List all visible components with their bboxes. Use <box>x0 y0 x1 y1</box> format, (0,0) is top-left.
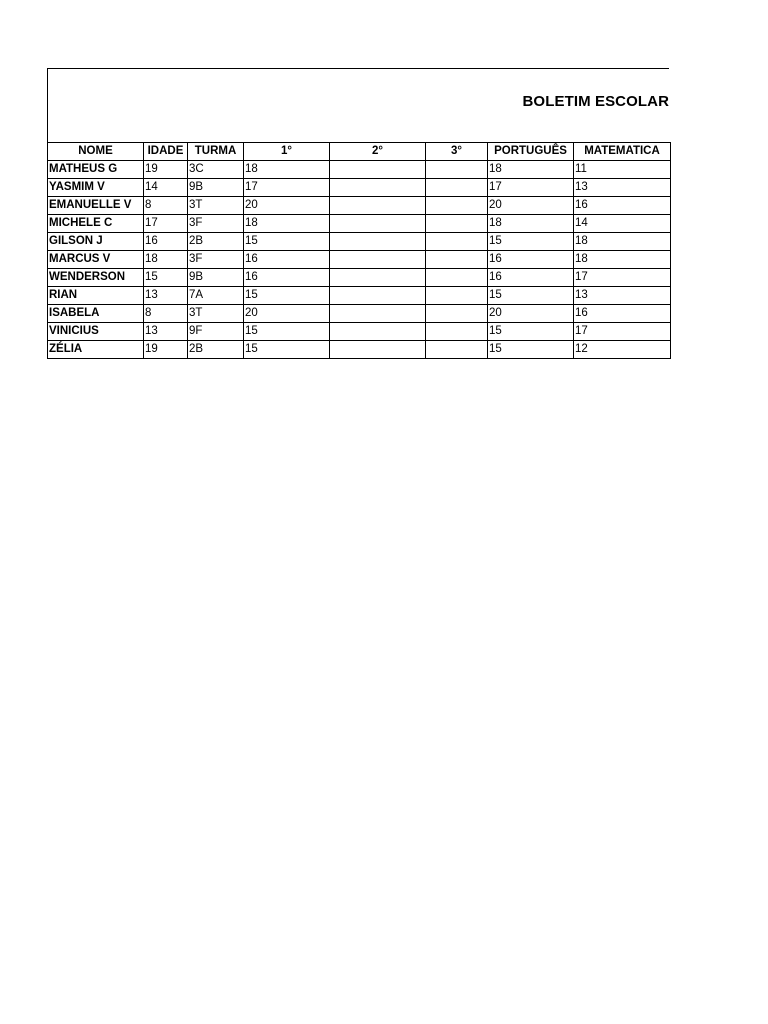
cell-idade[interactable]: 8 <box>144 197 188 215</box>
cell-nome[interactable]: ISABELA <box>48 305 144 323</box>
cell-nome[interactable]: MICHELE C <box>48 215 144 233</box>
cell-matematica[interactable]: 18 <box>574 251 671 269</box>
cell-bimestre-1[interactable]: 20 <box>244 305 330 323</box>
cell-matematica[interactable]: 17 <box>574 323 671 341</box>
cell-nome[interactable]: RIAN <box>48 287 144 305</box>
cell-nome[interactable]: ZÉLIA <box>48 341 144 359</box>
cell-bimestre-2[interactable] <box>330 341 426 359</box>
header-row <box>48 143 671 161</box>
cell-turma[interactable]: 3C <box>188 161 244 179</box>
cell-nome[interactable]: YASMIM V <box>48 179 144 197</box>
table-row <box>48 323 671 341</box>
cell-bimestre-2[interactable] <box>330 161 426 179</box>
cell-portugues[interactable]: 15 <box>488 323 574 341</box>
cell-bimestre-3[interactable] <box>426 179 488 197</box>
cell-bimestre-2[interactable] <box>330 305 426 323</box>
cell-turma[interactable]: 3F <box>188 215 244 233</box>
cell-bimestre-3[interactable] <box>426 233 488 251</box>
header-matematica[interactable]: MATEMATICA <box>574 143 671 161</box>
cell-bimestre-1[interactable]: 15 <box>244 233 330 251</box>
cell-nome[interactable]: EMANUELLE V <box>48 197 144 215</box>
table-row <box>48 197 671 215</box>
cell-portugues[interactable]: 18 <box>488 215 574 233</box>
cell-bimestre-1[interactable]: 15 <box>244 341 330 359</box>
cell-matematica[interactable]: 16 <box>574 197 671 215</box>
cell-idade[interactable]: 16 <box>144 233 188 251</box>
cell-matematica[interactable]: 18 <box>574 233 671 251</box>
cell-turma[interactable]: 7A <box>188 287 244 305</box>
cell-idade[interactable]: 17 <box>144 215 188 233</box>
cell-matematica[interactable]: 11 <box>574 161 671 179</box>
title-cell[interactable] <box>47 68 669 142</box>
cell-bimestre-2[interactable] <box>330 215 426 233</box>
cell-turma[interactable]: 2B <box>188 233 244 251</box>
header-bimestre-3[interactable]: 3° <box>426 143 488 161</box>
cell-bimestre-1[interactable]: 16 <box>244 269 330 287</box>
cell-nome[interactable]: MATHEUS G <box>48 161 144 179</box>
cell-idade[interactable]: 19 <box>144 161 188 179</box>
cell-idade[interactable]: 13 <box>144 287 188 305</box>
cell-bimestre-1[interactable]: 20 <box>244 197 330 215</box>
header-turma[interactable]: TURMA <box>188 143 244 161</box>
table-row <box>48 215 671 233</box>
cell-turma[interactable]: 2B <box>188 341 244 359</box>
cell-portugues[interactable]: 16 <box>488 251 574 269</box>
cell-matematica[interactable]: 13 <box>574 287 671 305</box>
cell-portugues[interactable]: 15 <box>488 287 574 305</box>
cell-nome[interactable]: MARCUS V <box>48 251 144 269</box>
cell-bimestre-1[interactable]: 18 <box>244 161 330 179</box>
table-row <box>48 233 671 251</box>
table-row <box>48 179 671 197</box>
cell-bimestre-1[interactable]: 15 <box>244 287 330 305</box>
cell-turma[interactable]: 9B <box>188 179 244 197</box>
header-portugues[interactable]: PORTUGUÊS <box>488 143 574 161</box>
cell-bimestre-3[interactable] <box>426 305 488 323</box>
cell-idade[interactable]: 19 <box>144 341 188 359</box>
cell-portugues[interactable]: 18 <box>488 161 574 179</box>
table-row <box>48 305 671 323</box>
cell-idade[interactable]: 8 <box>144 305 188 323</box>
table-row <box>48 341 671 359</box>
cell-matematica[interactable]: 13 <box>574 179 671 197</box>
cell-turma[interactable]: 3T <box>188 305 244 323</box>
cell-portugues[interactable]: 17 <box>488 179 574 197</box>
table-row <box>48 251 671 269</box>
table-row <box>48 287 671 305</box>
cell-bimestre-2[interactable] <box>330 179 426 197</box>
cell-portugues[interactable]: 20 <box>488 197 574 215</box>
cell-turma[interactable]: 9F <box>188 323 244 341</box>
cell-idade[interactable]: 18 <box>144 251 188 269</box>
header-bimestre-1[interactable]: 1° <box>244 143 330 161</box>
cell-matematica[interactable]: 17 <box>574 269 671 287</box>
cell-bimestre-3[interactable] <box>426 251 488 269</box>
cell-turma[interactable]: 9B <box>188 269 244 287</box>
cell-bimestre-2[interactable] <box>330 287 426 305</box>
spreadsheet <box>47 68 669 359</box>
cell-matematica[interactable]: 12 <box>574 341 671 359</box>
cell-bimestre-3[interactable] <box>426 287 488 305</box>
cell-nome[interactable]: VINICIUS <box>48 323 144 341</box>
cell-bimestre-3[interactable] <box>426 161 488 179</box>
header-idade[interactable]: IDADE <box>144 143 188 161</box>
cell-turma[interactable]: 3F <box>188 251 244 269</box>
cell-matematica[interactable]: 14 <box>574 215 671 233</box>
cell-bimestre-3[interactable] <box>426 341 488 359</box>
cell-idade[interactable]: 13 <box>144 323 188 341</box>
cell-bimestre-1[interactable]: 18 <box>244 215 330 233</box>
cell-bimestre-3[interactable] <box>426 215 488 233</box>
grades-table <box>47 142 671 359</box>
cell-bimestre-2[interactable] <box>330 323 426 341</box>
cell-bimestre-2[interactable] <box>330 197 426 215</box>
cell-bimestre-1[interactable]: 15 <box>244 323 330 341</box>
cell-bimestre-1[interactable]: 17 <box>244 179 330 197</box>
cell-bimestre-2[interactable] <box>330 269 426 287</box>
cell-nome[interactable]: GILSON J <box>48 233 144 251</box>
table-row <box>48 161 671 179</box>
cell-portugues[interactable]: 16 <box>488 269 574 287</box>
cell-portugues[interactable]: 15 <box>488 233 574 251</box>
table-row <box>48 269 671 287</box>
cell-nome[interactable]: WENDERSON <box>48 269 144 287</box>
cell-bimestre-2[interactable] <box>330 233 426 251</box>
cell-idade[interactable]: 14 <box>144 179 188 197</box>
page-title: BOLETIM ESCOLAR <box>522 93 669 110</box>
cell-bimestre-3[interactable] <box>426 269 488 287</box>
cell-bimestre-3[interactable] <box>426 197 488 215</box>
cell-portugues[interactable]: 20 <box>488 305 574 323</box>
header-nome[interactable]: NOME <box>48 143 144 161</box>
cell-bimestre-2[interactable] <box>330 251 426 269</box>
cell-bimestre-1[interactable]: 16 <box>244 251 330 269</box>
cell-bimestre-3[interactable] <box>426 323 488 341</box>
cell-idade[interactable]: 15 <box>144 269 188 287</box>
cell-portugues[interactable]: 15 <box>488 341 574 359</box>
header-bimestre-2[interactable]: 2° <box>330 143 426 161</box>
cell-turma[interactable]: 3T <box>188 197 244 215</box>
cell-matematica[interactable]: 16 <box>574 305 671 323</box>
